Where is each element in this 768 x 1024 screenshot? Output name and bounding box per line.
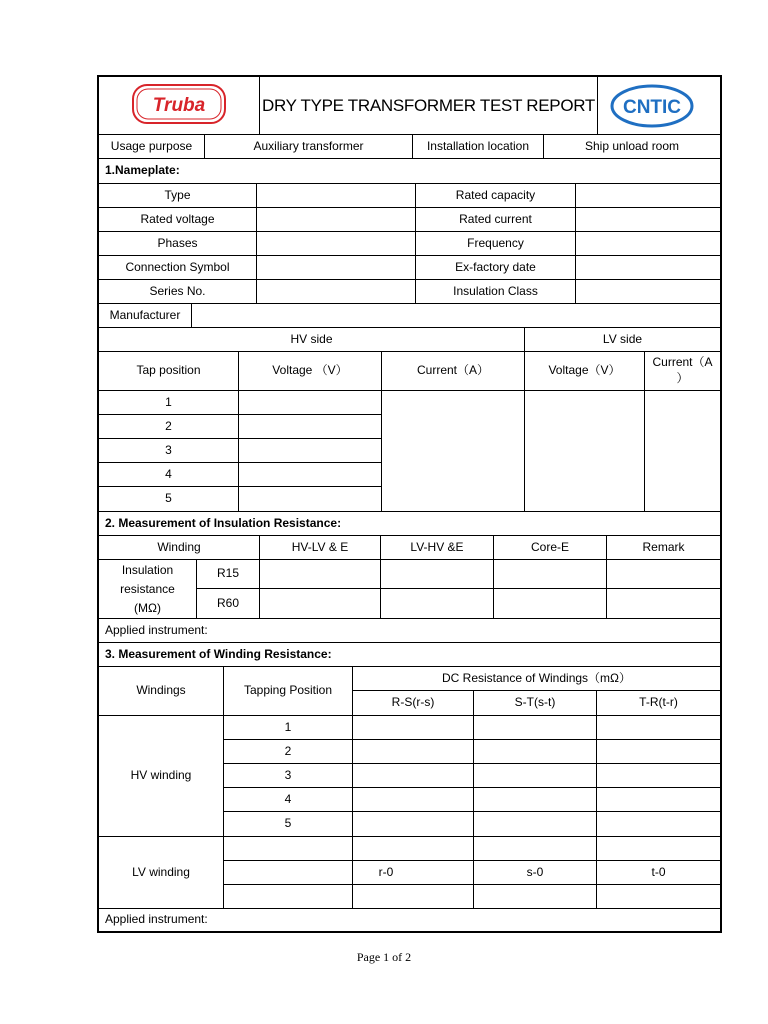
lv-voltage-header: Voltage（V） [548,363,621,378]
border-right [720,75,722,932]
r-s-header: R-S(r-s) [391,695,435,710]
type-label: Type [164,187,191,202]
hv-tap-2: 2 [284,743,292,758]
tap-3: 3 [165,442,172,457]
frequency-label: Frequency [467,235,524,250]
tap-position-header: Tap position [136,363,201,378]
remark-header: Remark [642,539,685,554]
tap-2: 2 [165,418,172,433]
t-r-header: T-R(t-r) [639,695,678,710]
hv-tap-5: 5 [284,816,292,831]
rated-voltage-label: Rated voltage [140,211,215,226]
hv-tap-3: 3 [284,767,292,782]
rated-current-label: Rated current [459,211,532,226]
truba-logo-text: Truba [152,95,206,116]
hv-tap-4: 4 [284,791,292,806]
manufacturer-label: Manufacturer [109,307,181,322]
s-0-label: s-0 [526,864,544,879]
tap-4: 4 [165,466,172,481]
r15-label: R15 [216,566,239,581]
connection-symbol-label: Connection Symbol [125,259,230,274]
winding-applied-instrument: Applied instrument: [105,912,208,927]
installation-location-label: Installation location [426,138,530,153]
tap-5: 5 [165,491,172,506]
hv-current-header: Current（A） [416,363,490,378]
rule-bottom [97,931,722,933]
nameplate-heading: 1.Nameplate: [105,163,180,178]
insulation-heading: 2. Measurement of Insulation Resistance: [105,515,342,530]
usage-purpose-label: Usage purpose [110,138,193,153]
hv-side-header: HV side [290,331,333,346]
windings-header: Windings [136,683,186,698]
usage-purpose-value[interactable]: Auxiliary transformer [253,138,364,153]
report-title: DRY TYPE TRANSFORMER TEST REPORT [262,95,595,115]
lv-winding-label: LV winding [132,864,190,879]
r-0-label: r-0 [378,864,394,879]
truba-logo [130,82,228,126]
installation-location-value[interactable]: Ship unload room [584,138,680,153]
ex-factory-date-label: Ex-factory date [455,259,536,274]
tap-1: 1 [165,394,172,409]
rule-top [97,75,722,77]
insulation-resistance-label: Insulation resistance (MΩ) [120,562,175,615]
cntic-logo-text: CNTIC [622,97,682,118]
dc-resistance-header: DC Resistance of Windings（mΩ） [441,670,632,685]
hv-voltage-header: Voltage （V） [272,363,348,378]
page-number: Page 1 of 2 [356,950,412,964]
insulation-class-label: Insulation Class [453,283,538,298]
s-t-header: S-T(s-t) [514,695,556,710]
rated-capacity-label: Rated capacity [455,187,536,202]
r60-label: R60 [216,595,239,610]
phases-label: Phases [157,235,198,250]
lv-current-header: Current（A ） [652,355,713,385]
hv-winding-label: HV winding [130,768,192,783]
lv-hv-e-header: LV-HV &E [410,539,464,554]
tapping-position-header: Tapping Position [243,683,333,698]
series-no-label: Series No. [149,283,206,298]
lv-side-header: LV side [602,331,643,346]
hv-lv-e-header: HV-LV & E [291,539,349,554]
winding-header: Winding [157,539,201,554]
hv-tap-1: 1 [284,719,292,734]
winding-resistance-heading: 3. Measurement of Winding Resistance: [105,646,332,661]
core-e-header: Core-E [530,539,569,554]
insulation-applied-instrument: Applied instrument: [105,622,208,637]
cntic-logo [608,82,696,130]
t-0-label: t-0 [651,864,666,879]
